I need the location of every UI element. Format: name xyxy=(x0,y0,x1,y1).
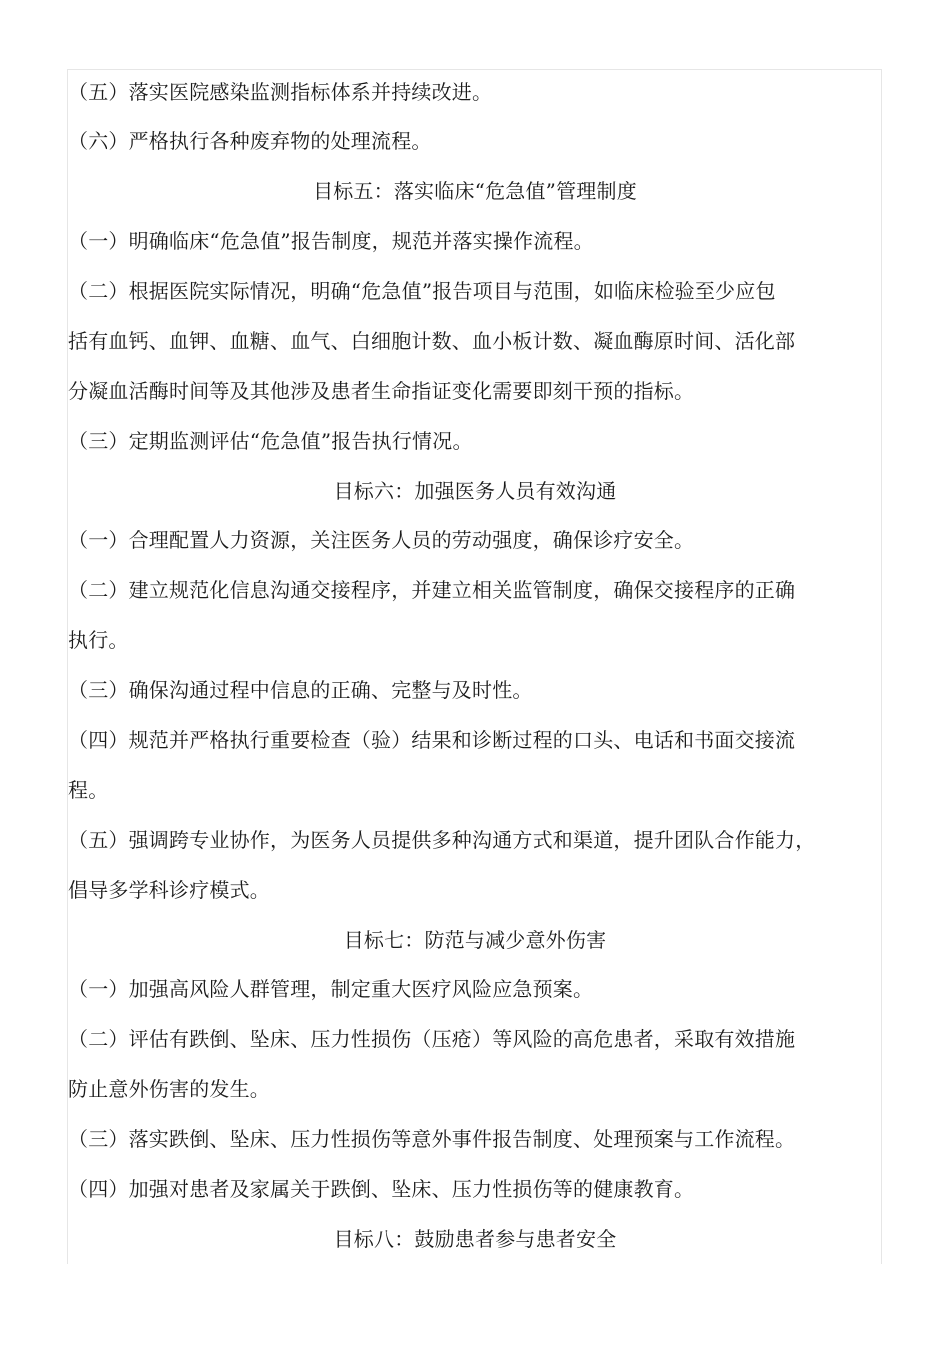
text-line: 括有血钙、血钾、血糖、血气、白细胞计数、血小板计数、凝血酶原时间、活化部 xyxy=(68,329,796,353)
section-heading: 目标六：加强医务人员有效沟通 xyxy=(333,479,617,503)
text-line: （一）加强高风险人群管理，制定重大医疗风险应急预案。 xyxy=(68,977,594,1001)
text-line: 程。 xyxy=(68,778,109,802)
section-heading: 目标八：鼓励患者参与患者安全 xyxy=(333,1227,617,1251)
text-line: （三）落实跌倒、坠床、压力性损伤等意外事件报告制度、处理预案与工作流程。 xyxy=(68,1127,796,1151)
text-line: 执行。 xyxy=(68,628,129,652)
section-heading: 目标五：落实临床“危急值”管理制度 xyxy=(313,179,637,203)
text-line: （二）建立规范化信息沟通交接程序，并建立相关监管制度，确保交接程序的正确 xyxy=(68,578,796,602)
text-line: （一）合理配置人力资源，关注医务人员的劳动强度，确保诊疗安全。 xyxy=(68,528,695,552)
text-line: 倡导多学科诊疗模式。 xyxy=(68,878,270,902)
text-line: （二）评估有跌倒、坠床、压力性损伤（压疮）等风险的高危患者，采取有效措施 xyxy=(68,1027,796,1051)
text-line: （四）规范并严格执行重要检查（验）结果和诊断过程的口头、电话和书面交接流 xyxy=(68,728,796,752)
text-line: （六）严格执行各种废弃物的处理流程。 xyxy=(68,129,432,153)
text-line: （四）加强对患者及家属关于跌倒、坠床、压力性损伤等的健康教育。 xyxy=(68,1177,695,1201)
text-line: （三）定期监测评估“危急值”报告执行情况。 xyxy=(68,429,473,453)
text-line: （二）根据医院实际情况，明确“危急值”报告项目与范围，如临床检验至少应包 xyxy=(68,279,776,303)
text-line: 分凝血活酶时间等及其他涉及患者生命指证变化需要即刻干预的指标。 xyxy=(68,379,695,403)
text-line: 防止意外伤害的发生。 xyxy=(68,1077,270,1101)
text-line: （三）确保沟通过程中信息的正确、完整与及时性。 xyxy=(68,678,533,702)
text-line: （五）强调跨专业协作，为医务人员提供多种沟通方式和渠道，提升团队合作能力， xyxy=(68,828,816,852)
section-heading: 目标七：防范与减少意外伤害 xyxy=(343,928,607,952)
text-line: （一）明确临床“危急值”报告制度，规范并落实操作流程。 xyxy=(68,229,594,253)
text-line: （五）落实医院感染监测指标体系并持续改进。 xyxy=(68,80,493,104)
